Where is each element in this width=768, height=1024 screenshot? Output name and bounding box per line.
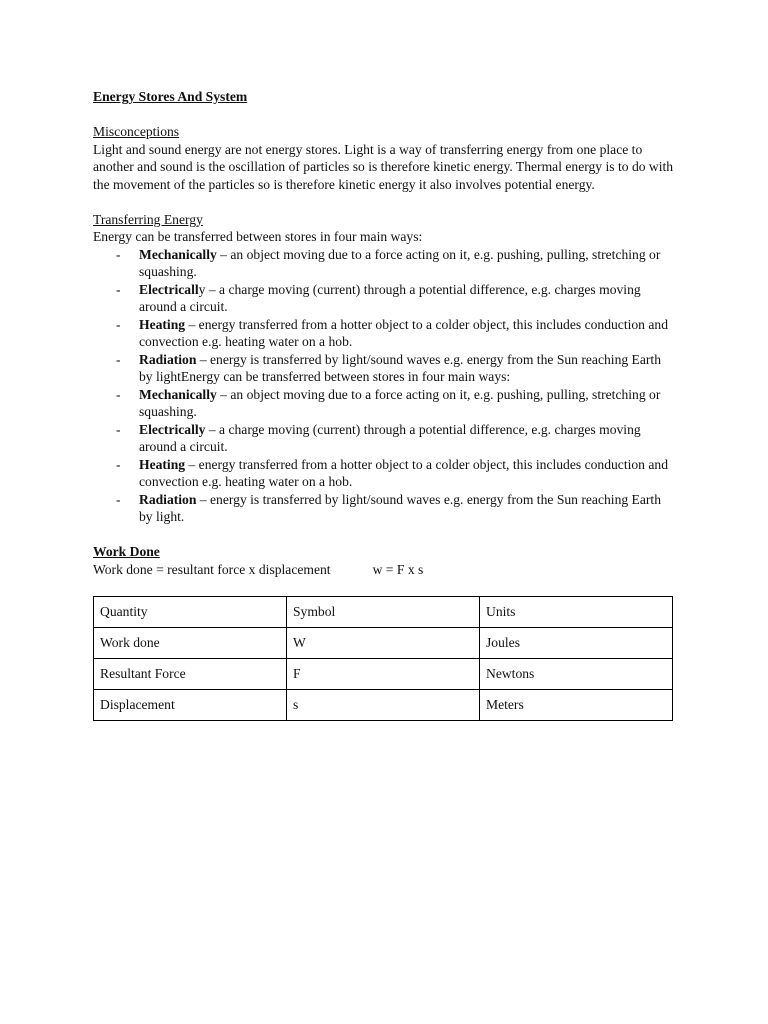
table-header-cell: Symbol (287, 597, 480, 628)
list-item (93, 386, 677, 421)
transferring-energy-intro: Energy can be transferred between stores in four main ways: (93, 229, 423, 244)
term: Electrically (139, 421, 206, 437)
list-item (93, 491, 677, 526)
table-row (94, 659, 673, 690)
dash-bullet: - (116, 456, 121, 472)
table-row (94, 690, 673, 721)
term-description: – an object moving due to a force acting on it, e.g. pushing, pulling, stretching or squashing. (139, 386, 661, 419)
spacer (93, 106, 677, 124)
list-item (93, 246, 677, 281)
term: Radiation (139, 491, 197, 507)
table-cell: s (287, 690, 480, 721)
spacer (93, 526, 677, 544)
dash-bullet: - (116, 421, 121, 437)
transfer-ways-list (93, 246, 677, 526)
term-description: y – a charge moving (current) through a potential difference, e.g. charges moving around a circuit. (139, 281, 641, 314)
misconceptions-heading: Misconceptions (93, 124, 180, 139)
list-item (93, 456, 677, 491)
work-done-formula: w = F x s (372, 561, 424, 577)
transferring-energy-heading: Transferring Energy (93, 211, 203, 227)
term: Mechanically (139, 386, 217, 402)
table-header-cell: Quantity (94, 597, 287, 628)
table-cell: F (287, 659, 480, 690)
misconceptions-text: Light and sound energy are not energy stores. Light is a way of transferring energy from one place to another and sound is the oscillation of particles so is therefore kinetic energy. Thermal energy is to do with the movement of the particles so is therefore kinetic energy it also involves potential energy. (93, 141, 674, 192)
term-description: – energy is transferred by light/sound waves e.g. energy from the Sun reaching Earth by light. (139, 491, 661, 524)
spacer (93, 193, 677, 211)
term: Heating (139, 456, 186, 472)
table-header-cell: Units (480, 597, 673, 628)
list-item (93, 316, 677, 351)
list-item (93, 281, 677, 316)
document-title: Energy Stores And System (93, 89, 248, 104)
term: Mechanically (139, 246, 217, 262)
dash-bullet: - (116, 316, 121, 332)
work-done-line (93, 561, 677, 579)
table-cell: W (287, 628, 480, 659)
table-cell: Meters (480, 690, 673, 721)
dash-bullet: - (116, 386, 121, 402)
dash-bullet: - (116, 491, 121, 507)
term-description: – an object moving due to a force acting on it, e.g. pushing, pulling, stretching or squashing. (139, 246, 661, 279)
list-item (93, 421, 677, 456)
table-cell: Resultant Force (94, 659, 287, 690)
dash-bullet: - (116, 351, 121, 367)
term: Electricall (139, 281, 199, 297)
list-item (93, 351, 677, 386)
term: Heating (139, 316, 186, 332)
work-done-definition: Work done = resultant force x displacement (93, 561, 331, 577)
table-cell: Newtons (480, 659, 673, 690)
term-description: – energy transferred from a hotter object to a colder object, this includes conduction and convection e.g. heating water on a hob. (139, 316, 668, 349)
work-done-heading: Work Done (93, 544, 160, 559)
table-header-row (94, 597, 673, 628)
document-page (93, 88, 677, 721)
dash-bullet: - (116, 246, 121, 262)
table-cell: Displacement (94, 690, 287, 721)
term-description: – energy transferred from a hotter object to a colder object, this includes conduction and convection e.g. heating water on a hob. (139, 456, 668, 489)
term: Radiation (139, 351, 197, 367)
term-description: – a charge moving (current) through a potential difference, e.g. charges moving around a circuit. (139, 421, 641, 454)
work-done-table (93, 596, 673, 721)
dash-bullet: - (116, 281, 121, 297)
table-cell: Work done (94, 628, 287, 659)
table-row (94, 628, 673, 659)
table-cell: Joules (480, 628, 673, 659)
term-description: – energy is transferred by light/sound waves e.g. energy from the Sun reaching Earth by lightEnergy can be transferred between stores in four main ways: (139, 351, 661, 384)
